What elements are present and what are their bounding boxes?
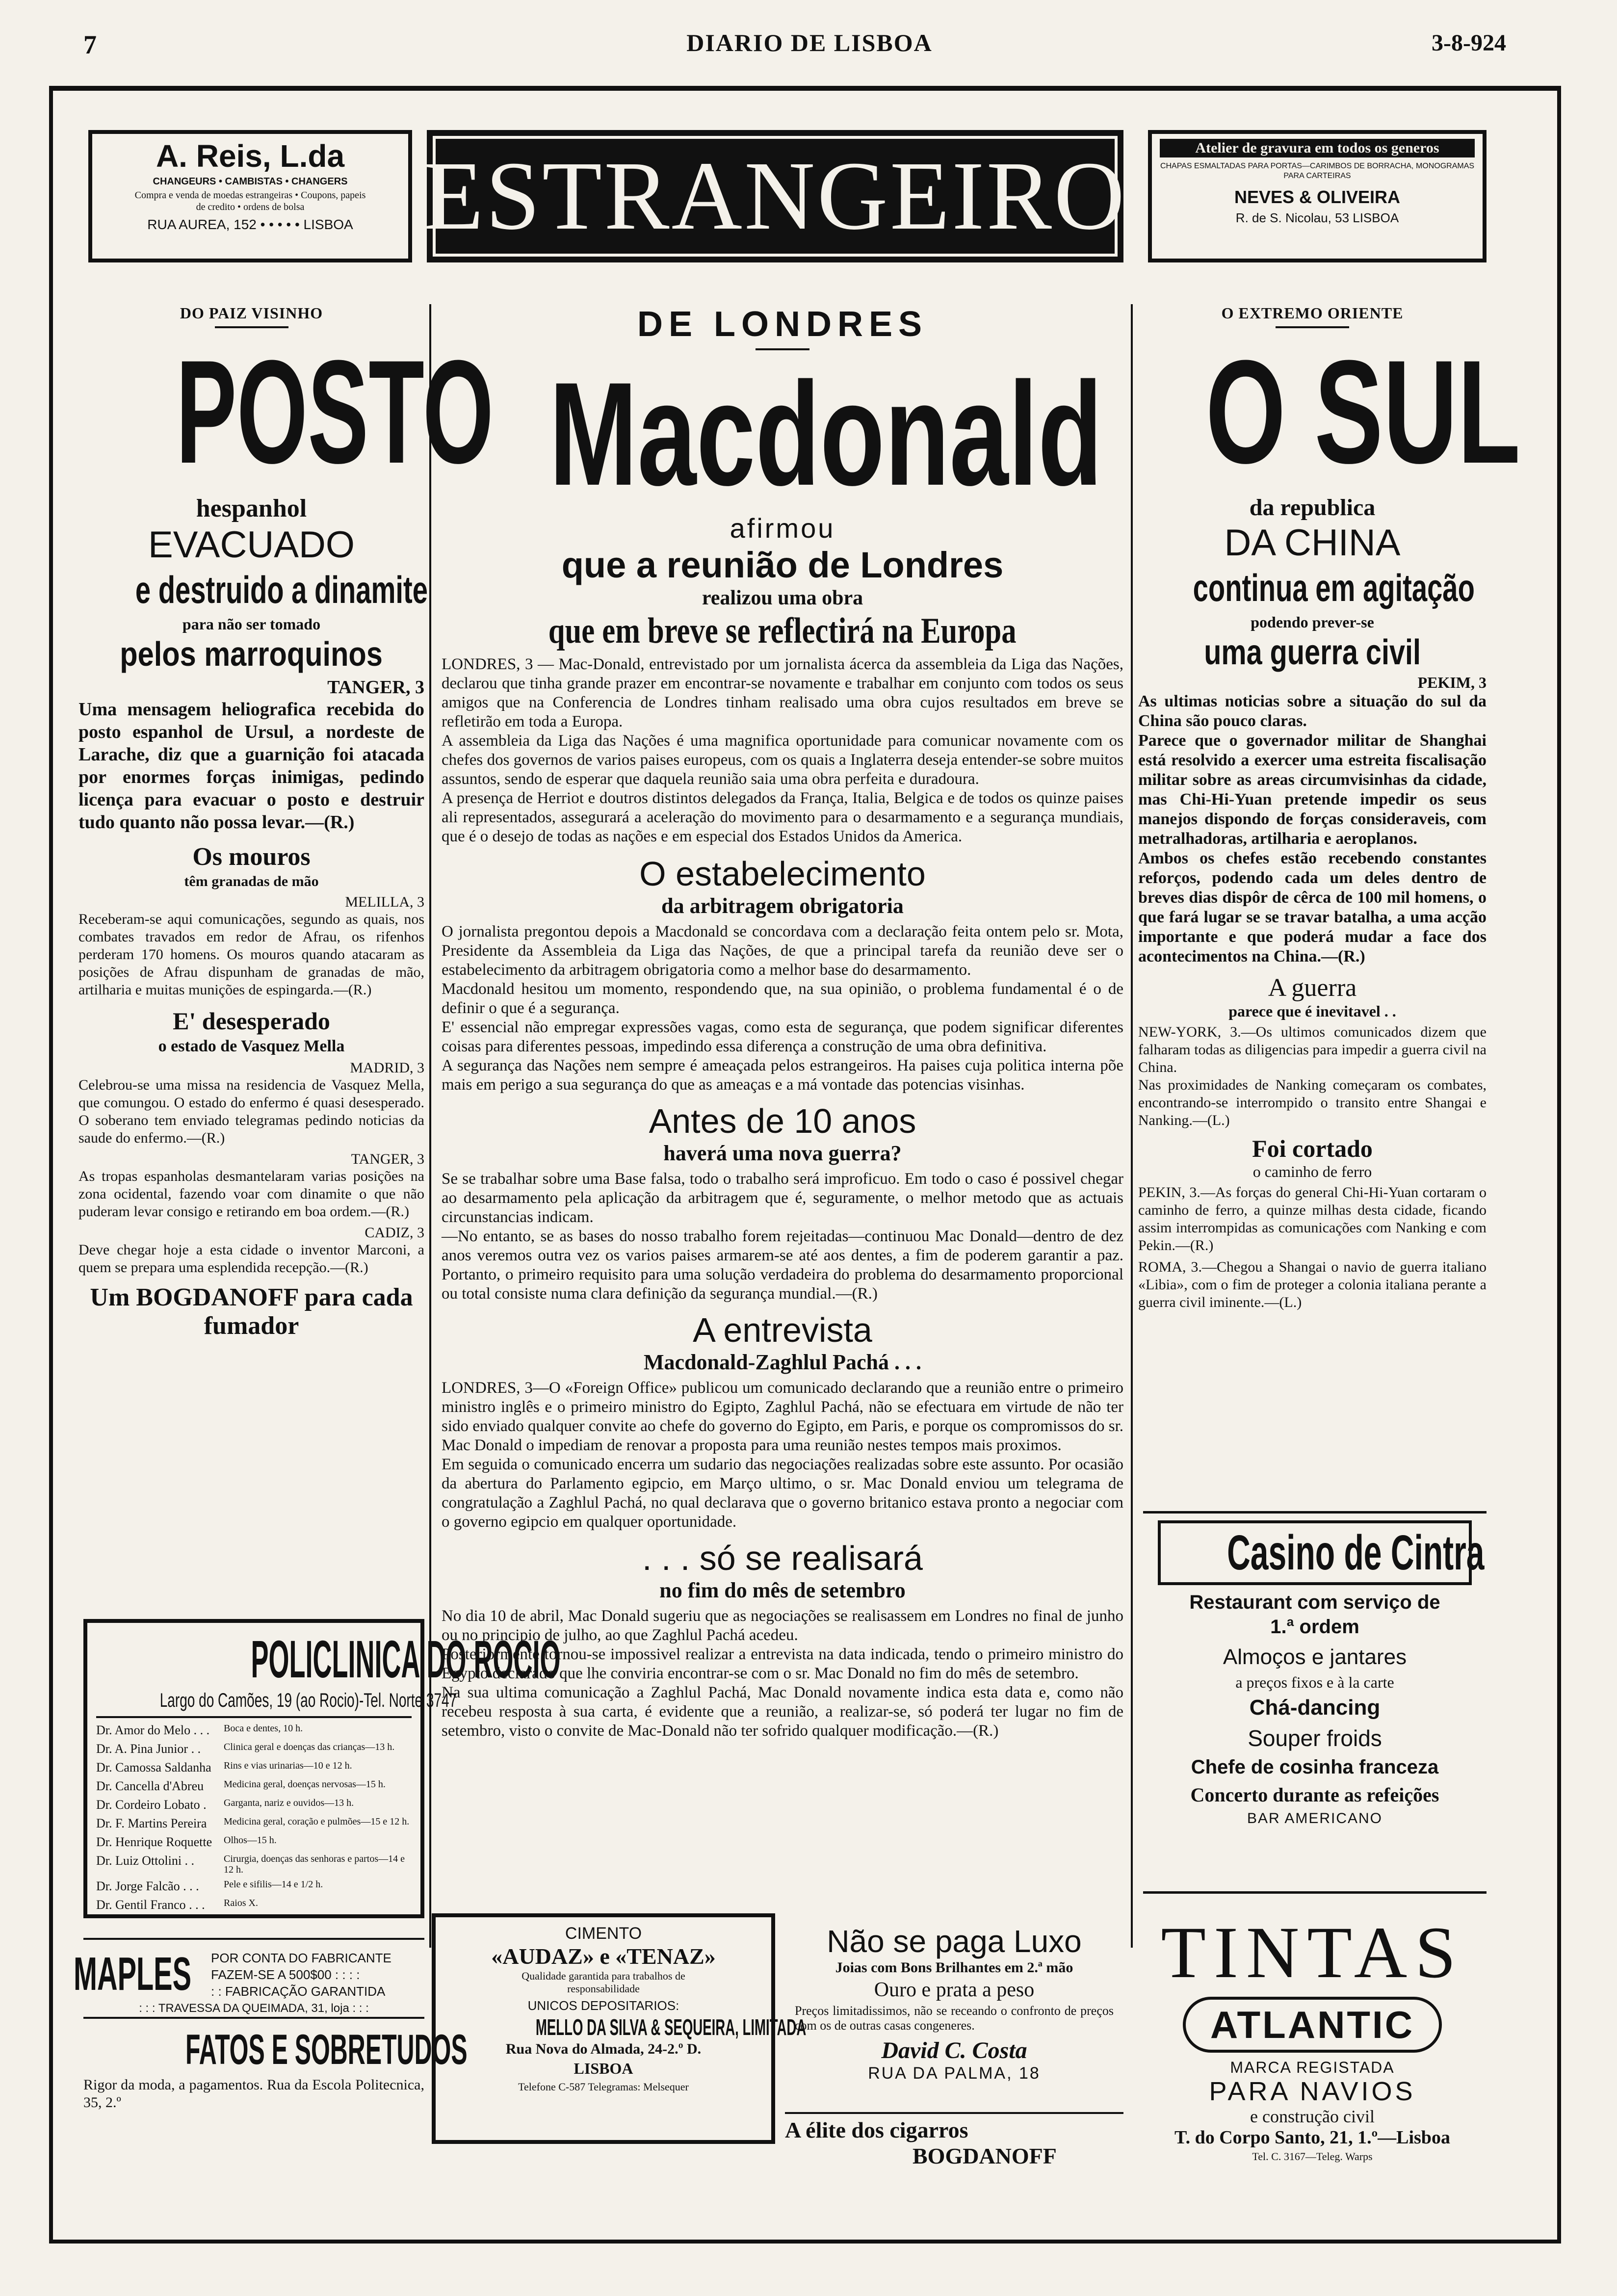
left-dateline4: TANGER, 3 bbox=[351, 1151, 424, 1167]
right-body2: Parece que o governador militar de Shanghai está resolvido a exercer uma estreita fiscalisação militar sobre as areas circumvisinhas da cidade, mas Chi-Hi-Yuan pretende impedir os seus manejos dispondo de forças consideraveis, com metralhadoras, artilharia e aeroplanos. bbox=[1138, 731, 1487, 848]
doctor-name: Dr. Gentil Franco . . . bbox=[96, 1898, 205, 1912]
masthead: DIARIO DE LISBOA bbox=[686, 29, 933, 56]
left-body5: Deve chegar hoje a esta cidade o inventor Marconi, a quem se prepara uma esplendida recepção.—(R.) bbox=[78, 1242, 424, 1276]
right-sub1: da republica bbox=[1249, 495, 1376, 521]
doctor-row bbox=[96, 1760, 412, 1775]
left-sub5: pelos marroquinos bbox=[120, 635, 383, 673]
tintas-brand-row bbox=[1138, 1997, 1487, 2053]
page-number: 7 bbox=[83, 30, 97, 59]
right-h2: A guerra bbox=[1268, 974, 1357, 1002]
casino-line7: Concerto durante as refeições bbox=[1190, 1784, 1439, 1806]
casino-title-box bbox=[1158, 1520, 1485, 1585]
cimento-brands: «AUDAZ» e «TENAZ» bbox=[491, 1944, 716, 1969]
section-title-box bbox=[423, 130, 1127, 262]
section-title-inner bbox=[423, 136, 1127, 257]
center-sub4: que em breve se reflectirá na Europa bbox=[548, 611, 1017, 651]
tintas-line5: Tel. C. 3167—Teleg. Warps bbox=[1252, 2150, 1373, 2163]
luxo-line1: Joias com Bons Brilhantes em 2.ª mão bbox=[835, 1959, 1073, 1976]
left-sub5-wrap bbox=[78, 633, 424, 675]
elite-line2: BOGDANOFF bbox=[913, 2143, 1057, 2168]
doctor-name: Dr. Luiz Ottolini . . bbox=[96, 1853, 195, 1868]
fatos-text: Rigor da moda, a pagamentos. Rua da Escola Politecnica, 35, 2.º bbox=[83, 2077, 424, 2111]
tintas-line3: e construção civil bbox=[1250, 2107, 1375, 2126]
right-sub3: continua em agitação bbox=[1193, 566, 1475, 609]
casino-line4: Chá-dancing bbox=[1249, 1696, 1381, 1720]
right-sub2: DA CHINA bbox=[1224, 522, 1401, 564]
right-body6: PEKIN, 3.—As forças do general Chi-Hi-Yuan cortaram o caminho de ferro, a quinze milhas desta cidade, ficando assim interrompidas as comunicações com Nanking e com Pekin.—(R.) bbox=[1138, 1184, 1487, 1253]
tintas-line1: MARCA REGISTADA bbox=[1230, 2059, 1395, 2076]
left-sub2: EVACUADO bbox=[148, 524, 355, 566]
left-dateline5: CADIZ, 3 bbox=[365, 1225, 424, 1241]
doctor-row bbox=[96, 1816, 412, 1831]
policlinica-address: Largo do Camões, 19 (ao Rocio)-Tel. Norte 3747 bbox=[159, 1690, 457, 1711]
center-headline-text: Macdonald bbox=[549, 351, 1103, 516]
right-kicker: O EXTREMO ORIENTE bbox=[1221, 304, 1404, 322]
left-body1: Uma mensagem heliografica recebida do posto espanhol de Ursul, a nordeste de Larache, diz que a guarnição foi atacada por enormes forças inimigas, pedindo licença para evacuar o posto e destruir tudo quanto não possa levar.—(R.) bbox=[78, 699, 424, 833]
doctor-specialty: Medicina geral, doenças nervosas—15 h. bbox=[224, 1779, 386, 1790]
doctor-specialty: Raios X. bbox=[224, 1898, 258, 1908]
tintas-title: TINTAS bbox=[1161, 1912, 1464, 1993]
cimento-quality: Qualidade garantida para trabalhos de responsabilidade bbox=[522, 1970, 685, 1995]
doctor-row bbox=[96, 1779, 412, 1794]
center-sub1: afirmou bbox=[730, 513, 835, 544]
left-h2: Os mouros bbox=[192, 843, 311, 871]
center-sub2: que a reunião de Londres bbox=[561, 545, 1004, 585]
doctor-name: Dr. Cordeiro Lobato . bbox=[96, 1798, 207, 1812]
cimento-company-wrap bbox=[445, 2013, 807, 2041]
doctor-name: Dr. F. Martins Pereira bbox=[96, 1816, 207, 1830]
doctor-list bbox=[96, 1723, 412, 1912]
left-dateline1: TANGER, 3 bbox=[327, 677, 424, 698]
ad-nao-se-paga-luxo bbox=[785, 1923, 1123, 2083]
center-body11: Em seguida o comunicado encerra um sudario das negociações realizadas sobre este assunto. Por ocasião da abertura do Parlamento egipcio, em Março ultimo, o sr. Mac Donald enviou um telegrama de congratulação a Zaghlul Pachá, no qual declarava que o governo britanico estava pronto a negociar com o governo egipcio em qualquer oportunidade. bbox=[442, 1456, 1123, 1531]
column-rule-2 bbox=[1131, 304, 1133, 1948]
right-h3sub: o caminho de ferro bbox=[1252, 1163, 1372, 1180]
fatos-title-wrap bbox=[83, 2026, 468, 2073]
cimento-dep: UNICOS DEPOSITARIOS: bbox=[527, 1998, 679, 2013]
cimento-title: CIMENTO bbox=[565, 1924, 642, 1943]
casino-line6: Chefe de cosinha franceza bbox=[1191, 1756, 1439, 1778]
casino-line5: Souper froids bbox=[1248, 1725, 1382, 1751]
luxo-line2: Ouro e prata a peso bbox=[874, 1979, 1035, 2001]
doctor-specialty: Garganta, nariz e ouvidos—13 h. bbox=[224, 1798, 354, 1808]
ad-elite-cigarros bbox=[785, 2117, 1123, 2169]
center-body8: Se se trabalhar sobre uma Base falsa, todo o trabalho será improficuo. Em todo o caso é possivel chegar ao desarmamento pela aplicação da arbitragem que é, seguramente, o melhor metodo que as actuais circunstancias indicam. bbox=[442, 1170, 1123, 1226]
right-sub5-wrap bbox=[1138, 631, 1487, 674]
doctor-specialty: Rins e vias urinarias—10 e 12 h. bbox=[224, 1760, 352, 1771]
luxo-title: Não se paga Luxo bbox=[827, 1924, 1082, 1959]
ad-reis-line3: RUA AUREA, 152 • • • • • LISBOA bbox=[147, 217, 353, 232]
ad-neves-name: NEVES & OLIVEIRA bbox=[1234, 187, 1401, 207]
center-h3: Antes de 10 anos bbox=[649, 1102, 916, 1140]
doctor-specialty: Boca e dentes, 10 h. bbox=[224, 1723, 303, 1734]
casino-line2: Almoços e jantares bbox=[1223, 1645, 1407, 1669]
ad-cimento bbox=[432, 1913, 807, 2144]
ad-policlinica bbox=[83, 1619, 561, 1918]
right-body4: NEW-YORK, 3.—Os ultimos comunicados dizem que falharam todas as diligencias para impedir a guerra civil na China. bbox=[1138, 1024, 1487, 1075]
right-sub4: podendo prever-se bbox=[1251, 613, 1374, 631]
policlinica-title: POLICLINICA DO ROCIO bbox=[251, 1629, 561, 1689]
doctor-specialty: Pele e sifilis—14 e 1/2 h. bbox=[224, 1879, 323, 1890]
center-body2: A assembleia da Liga das Nações é uma magnifica oportunidade para comunicar novamente com os chefes dos governos de varios paises europeus, com os quais a Inglaterra deseja entender-se sobre muitos assuntos, sendo de esperar que daquela reunião saia uma obra perfeita e duradoura. bbox=[442, 732, 1123, 788]
ad-neves-address: R. de S. Nicolau, 53 LISBOA bbox=[1235, 210, 1399, 225]
center-body4: O jornalista pregontou depois a Macdonald se concordava com a declaração feita ontem pelo sr. Mota, Presidente da Assembleia da Liga das Nações, de que a principal tarefa da reunião deve ser o estabelecimento da arbitragem obrigatoria como a melhor base do desarmamento. bbox=[442, 923, 1123, 979]
section-title: ESTRANGEIRO bbox=[423, 142, 1127, 250]
center-h2sub: da arbitragem obrigatoria bbox=[661, 894, 904, 918]
ad-elite-rule bbox=[785, 2112, 1123, 2114]
tintas-line2: PARA NAVIOS bbox=[1209, 2077, 1416, 2106]
doctor-row bbox=[96, 1742, 412, 1756]
header-rule bbox=[49, 86, 1560, 91]
center-body7: A segurança das Nações nem sempre é ameaçada pelos estrangeiros. Ha paises cuja politica interna põe mais em perigo a sua segurança do que as ameaças e a má vontade das potencias visinhas. bbox=[442, 1057, 1123, 1094]
ad-casino-cintra bbox=[1143, 1511, 1487, 1894]
doctor-name: Dr. Jorge Falcão . . . bbox=[96, 1879, 199, 1893]
kicker-rule bbox=[215, 326, 288, 328]
maples-text2: FAZEM-SE A 500$00 : : : : bbox=[211, 1967, 360, 1982]
center-body1: LONDRES, 3 — Mac-Donald, entrevistado por um jornalista ácerca da assembleia da Liga das Nações, declarou que tinha grande prazer em encontrar-se novamente e trabalhar em conjunto com todos os seus amigos que na Conferencia de Londres tinham realisado uma obra cujos resultados em breve se refletirão em toda a Europa. bbox=[442, 655, 1123, 731]
right-body5: Nas proximidades de Nanking começaram os combates, encontrando-se interrompido o transito entre Shangai e Nanking.—(L.) bbox=[1138, 1077, 1487, 1128]
policlinica-rule bbox=[96, 1716, 412, 1718]
maples-text3: : : FABRICAÇÃO GARANTIDA bbox=[211, 1984, 386, 1999]
right-column bbox=[1138, 304, 1521, 1311]
luxo-text: Preços limitadissimos, não se receando o confronto de preços com os de outras casas congeneres. bbox=[795, 2004, 1114, 2033]
doctor-row bbox=[96, 1798, 412, 1812]
ad-reis-line2: Compra e venda de moedas estrangeiras • Coupons, papeis de credito • ordens de bolsa bbox=[134, 190, 366, 212]
right-headline bbox=[1138, 329, 1521, 494]
cimento-address: Rua Nova do Almada, 24-2.º D. bbox=[505, 2041, 702, 2057]
ad-neves-line1: Atelier de gravura em todos os generos bbox=[1160, 139, 1475, 157]
doctor-specialty: Clinica geral e doenças das crianças—13 h. bbox=[224, 1742, 395, 1752]
left-sub4: para não ser tomado bbox=[182, 615, 321, 633]
doctor-name: Dr. Camossa Saldanha bbox=[96, 1760, 211, 1774]
cimento-company: MELLO DA SILVA & SEQUEIRA, LIMITADA bbox=[535, 2014, 807, 2040]
right-h3: Foi cortado bbox=[1252, 1135, 1373, 1162]
center-body12: No dia 10 de abril, Mac Donald sugeriu que as negociações se realisassem em Londres no final de junho ou no principio de julho, ao que Zaghlul Pachá acedeu. bbox=[442, 1607, 1123, 1644]
doctor-specialty: Olhos—15 h. bbox=[224, 1835, 277, 1846]
right-sub3-wrap bbox=[1138, 565, 1487, 610]
center-body9: —No entanto, se as bases do nosso trabalho forem rejeitadas—continuou Mac Donald—dentro de dez anos veremos outra vez os varios paises armarem-se até aos dentes, a fim de poderem garantir a paz. Portanto, o primeiro requisito para uma solução verdadeira do problema do desarmamento proporcional ou total consiste numa clara definição da segurança mundial.—(R.) bbox=[442, 1227, 1123, 1303]
right-headline-text: O SUL bbox=[1205, 329, 1521, 494]
doctor-specialty: Medicina geral, coração e pulmões—15 e 12 h. bbox=[224, 1816, 410, 1827]
page-border-right bbox=[1557, 86, 1561, 2242]
left-headline-text: POSTO bbox=[176, 329, 494, 494]
center-column bbox=[442, 304, 1123, 1741]
right-h2sub: parece que é inevitavel . . bbox=[1228, 1002, 1396, 1020]
center-kicker: DE LONDRES bbox=[637, 305, 928, 344]
tintas-brand: ATLANTIC bbox=[1183, 1997, 1442, 2053]
elite-line1: A élite dos cigarros bbox=[785, 2117, 968, 2142]
doctor-name: Dr. Amor do Melo . . . bbox=[96, 1723, 210, 1737]
maples-address: : : : TRAVESSA DA QUEIMADA, 31, loja : : : bbox=[139, 2002, 369, 2015]
page-border-left bbox=[49, 86, 53, 2242]
doctor-name: Dr. Henrique Roquette bbox=[96, 1835, 212, 1849]
doctor-specialty: Cirurgia, doenças das senhoras e partos—14 e 12 h. bbox=[224, 1853, 405, 1875]
casino-line1: Restaurant com serviço de 1.ª ordem bbox=[1189, 1592, 1440, 1638]
policlinica-address-wrap bbox=[96, 1689, 457, 1712]
luxo-name: David C. Costa bbox=[881, 2037, 1027, 2063]
ad-neves-line2: CHAPAS ESMALTADAS PARA PORTAS—CARIMBOS DE BORRACHA, MONOGRAMAS PARA CARTEIRAS bbox=[1160, 162, 1475, 180]
right-dateline1: PEKIM, 3 bbox=[1417, 674, 1487, 691]
fatos-title: FATOS E SOBRETUDOS bbox=[185, 2026, 468, 2073]
left-h3: E' desesperado bbox=[173, 1007, 330, 1035]
center-body14: Na sua ultima comunicação a Zaghlul Pachá, Mac Donald novamente indica esta data e, como não recebeu resposta à sua carta, é evidente que a reunião, a realizar-se, só poderá ter lugar no fim de setembro, visto o convite de Mac-Donald não ter sofrido qualquer modificação.—(R.) bbox=[442, 1684, 1123, 1740]
left-sub3: e destruido a dinamite bbox=[135, 568, 428, 611]
ad-maples bbox=[74, 1938, 424, 2019]
right-body3: Ambos os chefes estão recebendo constantes reforços, podendo cada um deles dentro de breves dias dispôr de cêrca de 100 mil homens, o que fará lugar se se travar batalha, a uma acção importante e que poderá mudar a face dos acontecimentos na China.—(R.) bbox=[1138, 849, 1487, 965]
ad-fatos-sobretudos bbox=[83, 2026, 468, 2112]
maples-name: MAPLES bbox=[74, 1948, 192, 2000]
tintas-line4: T. do Corpo Santo, 21, 1.º—Lisboa bbox=[1174, 2127, 1450, 2148]
center-headline bbox=[442, 351, 1123, 516]
ad-a-reis bbox=[88, 130, 412, 262]
center-body10: LONDRES, 3—O «Foreign Office» publicou um comunicado declarando que a reunião entre o primeiro ministro inglês e o primeiro ministro do Egipto, Zaghlul Pachá, não se efectuara em virtude de não ter sido enviado qualquer convite ao chefe do governo do Egipto, em Paris, e porque os compromissos do sr. Mac Donald o impediam de renovar a proposta para uma reunião nestes tempos mais proximos. bbox=[442, 1379, 1123, 1454]
doctor-row bbox=[96, 1723, 412, 1738]
maples-text1: POR CONTA DO FABRICANTE bbox=[211, 1951, 391, 1965]
center-h5sub: no fim do mês de setembro bbox=[659, 1578, 906, 1602]
left-kicker: DO PAIZ VISINHO bbox=[180, 304, 323, 322]
doctor-row bbox=[96, 1879, 412, 1894]
ad-bogdanoff-small: Um BOGDANOFF para cada fumador bbox=[90, 1283, 413, 1340]
luxo-address: RUA DA PALMA, 18 bbox=[868, 2064, 1041, 2083]
left-headline bbox=[78, 329, 494, 494]
casino-line3: a preços fixos e à la carte bbox=[1235, 1673, 1394, 1691]
casino-line8: BAR AMERICANO bbox=[1247, 1810, 1383, 1826]
center-h3sub: haverá uma nova guerra? bbox=[663, 1141, 902, 1165]
right-kicker-rule bbox=[1276, 326, 1349, 328]
ad-reis-line1: CHANGEURS • CAMBISTAS • CHANGERS bbox=[153, 176, 348, 187]
policlinica-title-wrap bbox=[96, 1629, 561, 1689]
center-sub3: realizou uma obra bbox=[702, 587, 863, 609]
left-dateline2: MELILLA, 3 bbox=[345, 894, 424, 910]
left-column bbox=[78, 304, 494, 1340]
left-body2: Receberam-se aqui comunicações, segundo as quais, nos combates travados em redor de Afrau, os rifenhos perderam 170 homens. Os mouros quando atacaram as posições de Afrau dispunham de granadas de mão, artilharia e muitas munições de espingarda.—(R.) bbox=[78, 911, 424, 998]
doctor-row bbox=[96, 1853, 412, 1875]
casino-title-wrap bbox=[1161, 1525, 1485, 1580]
doctor-row bbox=[96, 1835, 412, 1850]
center-sub4-wrap bbox=[442, 610, 1123, 652]
doctor-name: Dr. A. Pina Junior . . bbox=[96, 1742, 201, 1756]
ad-reis-name: A. Reis, L.da bbox=[156, 138, 345, 174]
cimento-phone: Telefone C-587 Telegramas: Melsequer bbox=[518, 2081, 689, 2093]
footer-rule bbox=[49, 2240, 1561, 2244]
ad-tintas-atlantic bbox=[1138, 1913, 1487, 2163]
center-h4sub: Macdonald-Zaghlul Pachá . . . bbox=[644, 1350, 921, 1374]
right-sub5: uma guerra civil bbox=[1204, 633, 1421, 672]
left-sub1: hespanhol bbox=[196, 495, 307, 522]
doctor-row bbox=[96, 1898, 412, 1912]
center-h2: O estabelecimento bbox=[639, 855, 926, 893]
casino-title: Casino de Cintra bbox=[1227, 1525, 1485, 1580]
left-body3: Celebrou-se uma missa na residencia de Vasquez Mella, que comungou. O estado do enfermo é quasi desesperado. O soberano tem enviado telegramas pedindo noticias da saude do enfermo.—(R.) bbox=[78, 1077, 424, 1146]
center-h5: . . . só se realisará bbox=[642, 1539, 923, 1577]
left-body4: As tropas espanholas desmantelaram varias posições na zona ocidental, fazendo voar com dinamite o que não puderam levar consigo e retirando em boa ordem.—(R.) bbox=[78, 1168, 424, 1220]
left-sub3-wrap bbox=[78, 567, 428, 612]
issue-date: 3-8-924 bbox=[1432, 30, 1506, 56]
left-h2sub: têm granadas de mão bbox=[184, 873, 319, 889]
center-kicker-rule bbox=[756, 348, 809, 350]
cimento-city: LISBOA bbox=[574, 2060, 633, 2077]
right-body7: ROMA, 3.—Chegou a Shangai o navio de guerra italiano «Libia», com o fim de proteger a colonia italiana perante a guerra civil iminente.—(L.) bbox=[1138, 1259, 1487, 1310]
center-body6: E' essencial não empregar expressões vagas, como esta de segurança, que podem significar diferentes coisas para diferentes pessoas, impedindo essa diferença a construção de uma obra definitiva. bbox=[442, 1018, 1123, 1055]
center-body5: Macdonald hesitou um momento, respondendo que, na sua opinião, o problema fundamental é o de definir o que é a segurança. bbox=[442, 980, 1123, 1017]
ad-neves-oliveira bbox=[1148, 130, 1487, 262]
center-body13: Posteriormente tornou-se impossivel realizar a entrevista na data indicada, tendo o primeiro ministro do Egypto declarado que lhe conviria encontrar-se com o sr. Mac Donald no fim do mês de setembro. bbox=[442, 1645, 1123, 1682]
doctor-name: Dr. Cancella d'Abreu bbox=[96, 1779, 204, 1793]
left-dateline3: MADRID, 3 bbox=[350, 1060, 424, 1076]
right-body1: As ultimas noticias sobre a situação do sul da China são pouco claras. bbox=[1138, 692, 1487, 730]
left-h3sub: o estado de Vasquez Mella bbox=[158, 1037, 345, 1055]
center-body3: A presença de Herriot e doutros distintos delegados da França, Italia, Belgica e de todos os quinze paises ali representados, assegurará a aceleração do movimento para o desarmamento e a segurança mundiais, que é o desejo de todas as nações e em especial dos Estados Unidos da America. bbox=[442, 789, 1123, 845]
center-h4: A entrevista bbox=[693, 1311, 872, 1349]
